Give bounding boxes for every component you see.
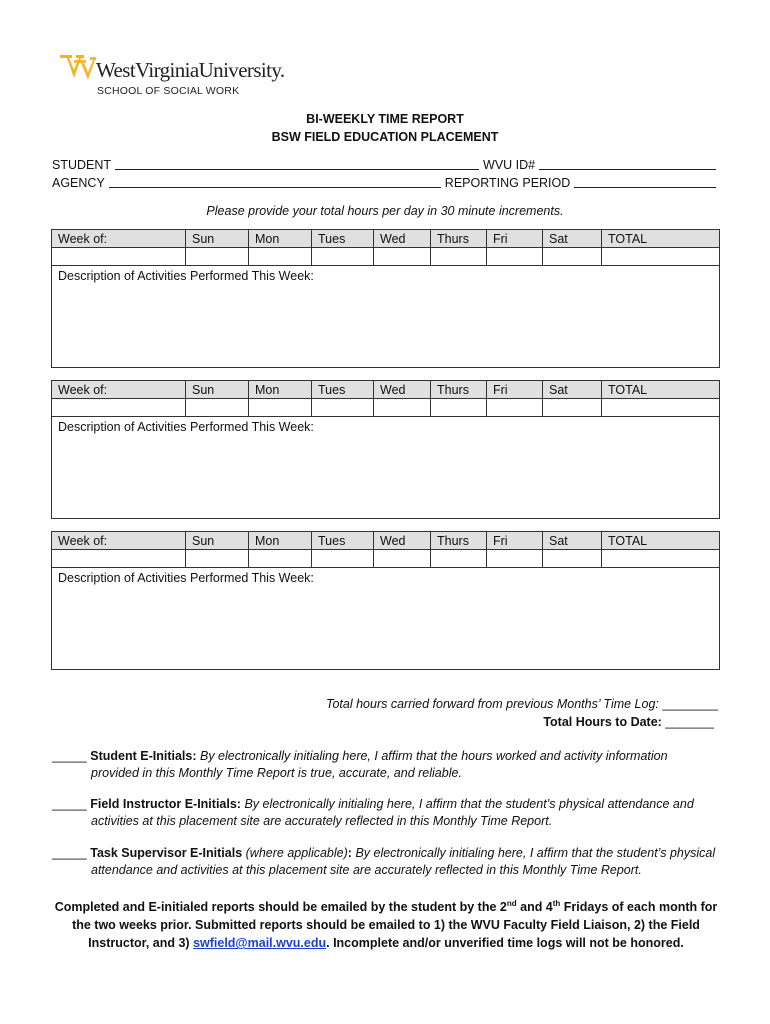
day-label: Mon	[249, 532, 312, 550]
reporting-period-field[interactable]	[574, 176, 716, 188]
day-label: Sat	[543, 230, 602, 248]
hours-row	[52, 399, 720, 417]
day-label: Fri	[487, 230, 543, 248]
total-label: TOTAL	[602, 532, 720, 550]
week-table	[51, 380, 720, 519]
description-label: Description of Activities Performed This Week:	[58, 420, 314, 434]
submission-instructions	[50, 895, 722, 952]
reporting-period-label: REPORTING PERIOD	[444, 176, 571, 190]
hours-cell[interactable]	[249, 248, 312, 266]
affirmation-text: By electronically initialing here, I affirm that the student’s physical attendance and	[244, 797, 694, 811]
wvu-id-label: WVU ID#	[483, 158, 536, 172]
hours-cell[interactable]	[374, 248, 431, 266]
task-supervisor-affirmation	[52, 845, 724, 879]
hours-cell[interactable]	[543, 248, 602, 266]
activity-description-field[interactable]	[52, 568, 720, 670]
day-label: Tues	[312, 230, 374, 248]
day-label: Fri	[487, 532, 543, 550]
day-label: Sat	[543, 381, 602, 399]
day-label: Thurs	[431, 230, 487, 248]
day-label: Tues	[312, 532, 374, 550]
total-cell[interactable]	[602, 399, 720, 417]
hours-row	[52, 550, 720, 568]
total-label: TOTAL	[602, 230, 720, 248]
week-table	[51, 229, 720, 368]
student-field[interactable]	[115, 158, 479, 170]
email-link[interactable]: swfield@mail.wvu.edu	[193, 936, 327, 951]
affirmation-text: activities at this placement site are accurately reflected in this Monthly Time Report.	[91, 814, 553, 828]
hours-cell[interactable]	[374, 399, 431, 417]
university-name: WestVirginiaUniversity.	[96, 58, 285, 82]
hours-cell[interactable]	[543, 399, 602, 417]
hours-cell[interactable]	[312, 399, 374, 417]
agency-label: AGENCY	[52, 176, 105, 190]
day-label: Fri	[487, 381, 543, 399]
activity-description-field[interactable]	[52, 417, 720, 519]
footer-text: . Incomplete and/or unverified time logs will not be honored.	[326, 936, 684, 951]
colon: :	[347, 846, 352, 860]
student-row	[52, 158, 720, 172]
footer-sup: th	[552, 899, 561, 908]
total-label: TOTAL	[602, 381, 720, 399]
hours-cell[interactable]	[487, 550, 543, 568]
day-label: Tues	[312, 381, 374, 399]
affirmation-text: By electronically initialing here, I affirm that the hours worked and activity information	[199, 749, 668, 763]
total-to-date-field[interactable]: _______	[665, 715, 714, 729]
day-label: Mon	[249, 230, 312, 248]
total-cell[interactable]	[602, 550, 720, 568]
day-label: Sun	[186, 230, 249, 248]
carried-forward-row	[326, 697, 718, 711]
report-title: BI-WEEKLY TIME REPORT	[306, 112, 464, 126]
student-affirmation	[52, 748, 724, 782]
day-label: Sun	[186, 532, 249, 550]
hours-cell[interactable]	[487, 399, 543, 417]
hours-cell[interactable]	[186, 550, 249, 568]
hours-cell[interactable]	[249, 399, 312, 417]
hours-cell[interactable]	[543, 550, 602, 568]
hours-cell[interactable]	[249, 550, 312, 568]
total-cell[interactable]	[602, 248, 720, 266]
day-label: Wed	[374, 381, 431, 399]
week-table	[51, 531, 720, 670]
day-label: Wed	[374, 532, 431, 550]
hours-cell[interactable]	[374, 550, 431, 568]
hours-cell[interactable]	[431, 399, 487, 417]
instructions: Please provide your total hours per day in 30 minute increments.	[206, 204, 564, 218]
field-instructor-initials-field[interactable]: _____	[52, 797, 87, 811]
week-of-field[interactable]	[52, 248, 186, 266]
hours-cell[interactable]	[186, 399, 249, 417]
affirmation-text: provided in this Monthly Time Report is true, accurate, and reliable.	[91, 766, 462, 780]
week-of-field[interactable]	[52, 399, 186, 417]
footer-text: Fridays of each month for the two weeks prior. Submitted reports should be emailed to 1) the WVU Faculty Field Liaison, 2) the Field Instructor, and 3)	[72, 900, 718, 951]
week-of-label: Week of:	[52, 230, 186, 248]
where-applicable-note: (where applicable)	[245, 846, 348, 860]
week-header-row	[52, 532, 720, 550]
agency-field[interactable]	[109, 176, 441, 188]
day-label: Mon	[249, 381, 312, 399]
student-label: STUDENT	[52, 158, 112, 172]
school-name: SCHOOL OF SOCIAL WORK	[97, 85, 240, 97]
wvu-id-field[interactable]	[539, 158, 716, 170]
total-to-date-row	[543, 715, 714, 729]
activity-description-field[interactable]	[52, 266, 720, 368]
week-of-label: Week of:	[52, 381, 186, 399]
description-label: Description of Activities Performed This Week:	[58, 269, 314, 283]
week-of-field[interactable]	[52, 550, 186, 568]
week-header-row	[52, 381, 720, 399]
day-label: Sat	[543, 532, 602, 550]
week-of-label: Week of:	[52, 532, 186, 550]
footer-sup: nd	[506, 899, 517, 908]
hours-cell[interactable]	[487, 248, 543, 266]
wvu-flying-wv-icon	[60, 52, 96, 82]
carried-forward-field[interactable]: ________	[662, 697, 718, 711]
hours-cell[interactable]	[186, 248, 249, 266]
footer-text: and 4	[516, 900, 553, 915]
hours-cell[interactable]	[431, 248, 487, 266]
agency-row	[52, 176, 720, 190]
hours-cell[interactable]	[431, 550, 487, 568]
footer-text: Completed and E-initialed reports should be emailed by the student by the 2	[54, 900, 507, 915]
day-label: Wed	[374, 230, 431, 248]
description-label: Description of Activities Performed This Week:	[58, 571, 314, 585]
day-label: Thurs	[431, 381, 487, 399]
report-subtitle: BSW FIELD EDUCATION PLACEMENT	[271, 130, 499, 144]
carried-forward-label: Total hours carried forward from previous Months’ Time Log:	[325, 697, 659, 711]
student-initials-field[interactable]: _____	[52, 749, 87, 763]
task-supervisor-initials-field[interactable]: _____	[52, 846, 87, 860]
hours-cell[interactable]	[312, 550, 374, 568]
day-label: Sun	[186, 381, 249, 399]
field-instructor-initials-label: Field Instructor E-Initials:	[90, 797, 241, 811]
task-supervisor-initials-label: Task Supervisor E-Initials	[90, 846, 243, 860]
student-initials-label: Student E-Initials:	[90, 749, 197, 763]
hours-cell[interactable]	[312, 248, 374, 266]
affirmation-text: attendance and activities at this placement site are accurately reflected in this Monthly Time Report.	[91, 863, 642, 877]
day-label: Thurs	[431, 532, 487, 550]
field-instructor-affirmation	[52, 796, 724, 830]
total-to-date-label: Total Hours to Date:	[543, 715, 662, 729]
hours-row	[52, 248, 720, 266]
week-header-row	[52, 230, 720, 248]
affirmation-text: By electronically initialing here, I affirm that the student’s physical	[355, 846, 716, 860]
